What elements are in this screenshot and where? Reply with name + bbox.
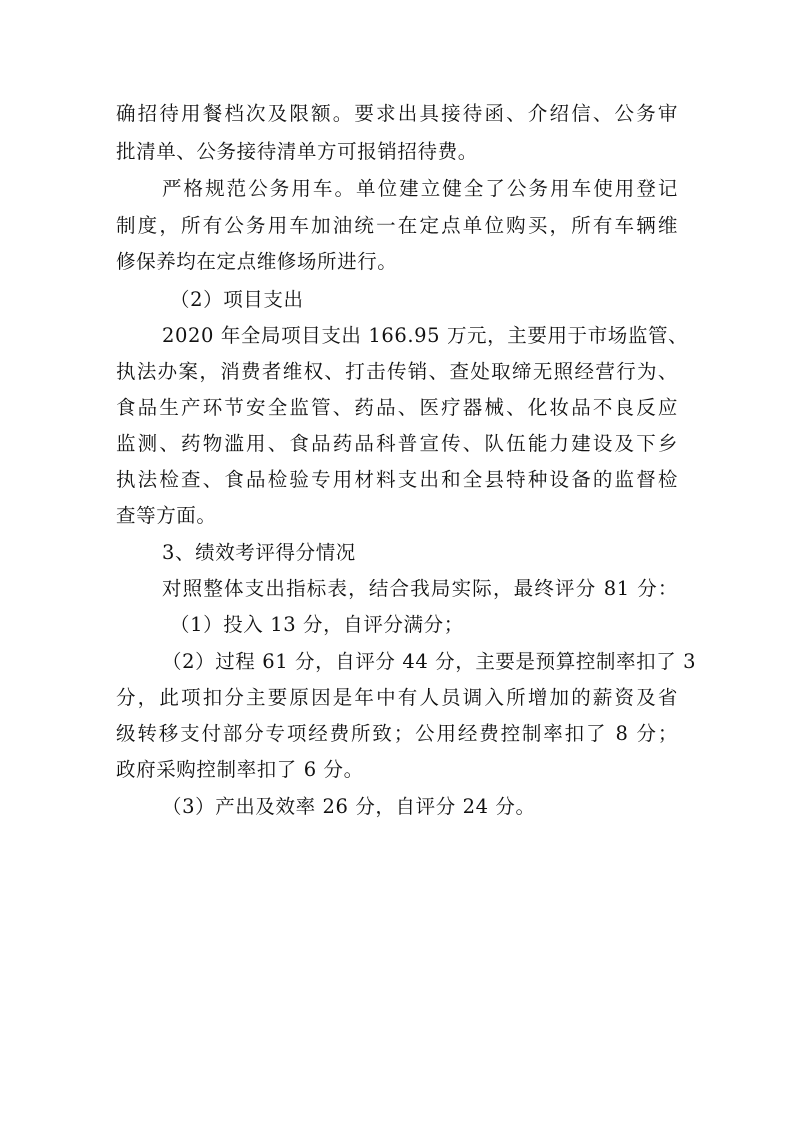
paragraph-line: 政府采购控制率扣了 6 分。 <box>116 758 364 781</box>
list-item: （2）过程 61 分，自评分 44 分，主要是预算控制率扣了 3 <box>162 650 697 673</box>
section-heading: （2）项目支出 <box>170 288 304 311</box>
paragraph-line: 级转移支付部分专项经费所致；公用经费控制率扣了 8 分； <box>116 722 678 745</box>
paragraph-line: 执法办案，消费者维权、打击传销、查处取缔无照经营行为、 <box>116 360 678 383</box>
paragraph-line: 对照整体支出指标表，结合我局实际，最终评分 81 分： <box>162 577 678 600</box>
paragraph-line: 制度，所有公务用车加油统一在定点单位购买，所有车辆维 <box>116 214 678 237</box>
section-heading: 3、绩效考评得分情况 <box>162 541 356 564</box>
paragraph-line: 执法检查、食品检验专用材料支出和全县特种设备的监督检 <box>116 468 678 491</box>
paragraph-line: 修保养均在定点维修场所进行。 <box>116 250 398 273</box>
paragraph-line: 查等方面。 <box>116 504 217 527</box>
paragraph-line: 严格规范公务用车。单位建立健全了公务用车使用登记 <box>162 177 678 200</box>
paragraph-line: 批清单、公务接待清单方可报销招待费。 <box>116 140 478 163</box>
paragraph-line: 监测、药物滥用、食品药品科普宣传、队伍能力建设及下乡 <box>116 432 678 455</box>
paragraph-line: 确招待用餐档次及限额。要求出具接待函、介绍信、公务审 <box>116 102 678 125</box>
paragraph-line: 食品生产环节安全监管、药品、医疗器械、化妆品不良反应 <box>116 396 678 419</box>
paragraph-line: 分，此项扣分主要原因是年中有人员调入所增加的薪资及省 <box>116 686 678 709</box>
list-item: （1）投入 13 分，自评分满分； <box>170 613 464 636</box>
list-item: （3）产出及效率 26 分，自评分 24 分。 <box>162 795 536 818</box>
paragraph-line: 2020 年全局项目支出 166.95 万元，主要用于市场监管、 <box>162 324 689 347</box>
